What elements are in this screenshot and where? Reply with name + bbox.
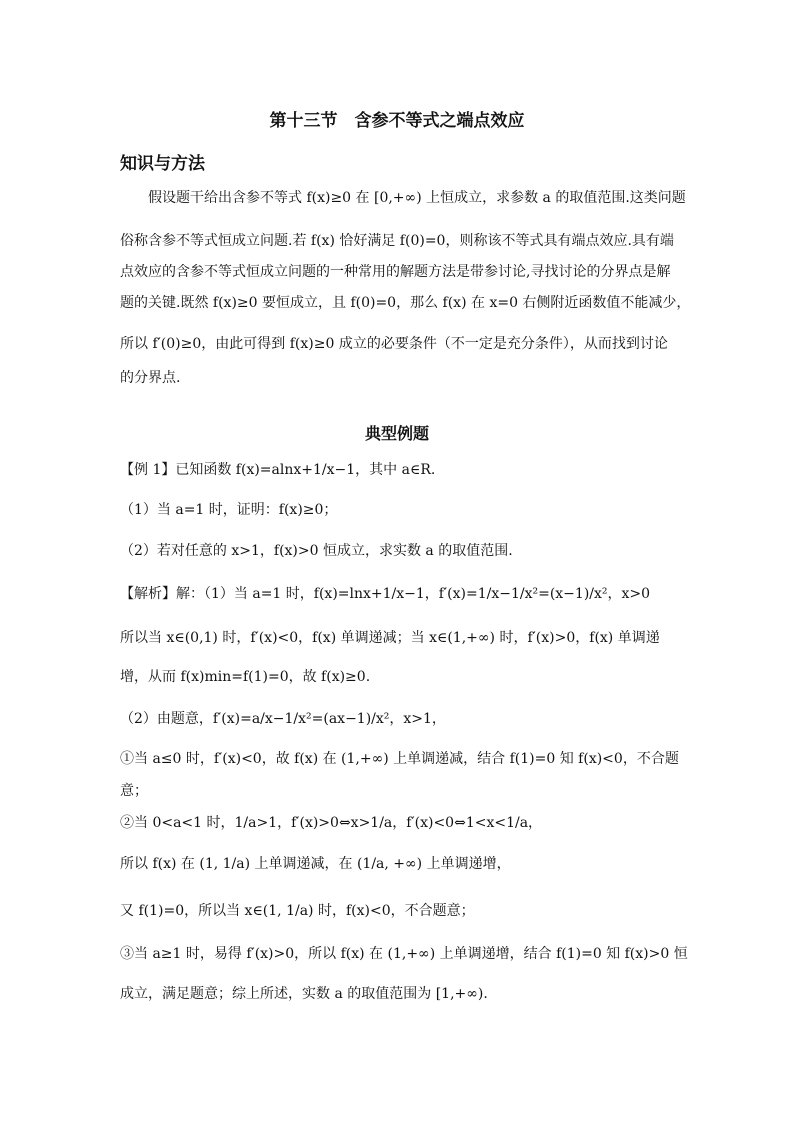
solution-line: 成立，满足题意；综上所述，实数 a 的取值范围为 [1,+∞). [120,986,488,1002]
solution-line: ①当 a≤0 时，f′(x)<0，故 f(x) 在 (1,+∞) 上单调递减，结合 f(1)=0 知 f(x)<0，不合题 [120,751,679,767]
solution-line: 所以当 x∈(0,1) 时，f′(x)<0，f(x) 单调递减；当 x∈(1,+∞) 时，f′(x)>0，f(x) 单调递 [120,630,660,646]
solution-line: ③当 a≥1 时，易得 f′(x)>0，所以 f(x) 在 (1,+∞) 上单调递增，结合 f(1)=0 知 f(x)>0 恒 [120,946,688,962]
intro-line: 俗称含参不等式恒成立问题.若 f(x) 恰好满足 f(0)=0，则称该不等式具有端点效应.具有端 [120,233,674,249]
section-heading: 知识与方法 [120,154,205,174]
example-line: （1）当 a=1 时，证明：f(x)≥0； [120,502,338,518]
solution-line: 意； [120,783,148,799]
solution-line: 又 f(1)=0，所以当 x∈(1, 1/a) 时，f(x)<0，不合题意； [120,903,475,919]
solution-line: 【解析】解：（1）当 a=1 时，f(x)=lnx+1/x−1，f′(x)=1/x−1/x²=(x−1)/x²，x>0 [120,586,651,602]
examples-heading: 典型例题 [364,424,429,443]
intro-line: 假设题干给出含参不等式 f(x)≥0 在 [0,+∞) 上恒成立，求参数 a 的取值范围.这类问题 [120,190,686,206]
example-line: 【例 1】已知函数 f(x)=alnx+1/x−1，其中 a∈R. [120,462,436,478]
intro-line: 题的关键.既然 f(x)≥0 要恒成立，且 f(0)=0，那么 f(x) 在 x=0 右侧附近函数值不能减少， [120,295,691,311]
page-title: 第十三节 含参不等式之端点效应 [269,111,525,131]
example-line: （2）若对任意的 x>1，f(x)>0 恒成立，求实数 a 的取值范围. [120,543,513,559]
intro-line: 点效应的含参不等式恒成立问题的一种常用的解题方法是带参讨论,寻找讨论的分界点是解 [120,264,671,280]
solution-line: 增，从而 f(x)min=f(1)=0，故 f(x)≥0. [120,669,371,685]
solution-line: ②当 0<a<1 时，1/a>1，f′(x)>0⇔x>1/a，f′(x)<0⇔1<x<1/a， [120,815,543,831]
intro-line: 的分界点. [120,370,181,386]
intro-line: 所以 f′(0)≥0，由此可得到 f(x)≥0 成立的必要条件（不一定是充分条件），从而找到讨论 [120,336,668,352]
solution-line: 所以 f(x) 在 (1, 1/a) 上单调递减，在 (1/a, +∞) 上单调递增， [120,856,511,872]
solution-line: （2）由题意，f′(x)=a/x−1/x²=(ax−1)/x²，x>1， [120,711,446,727]
